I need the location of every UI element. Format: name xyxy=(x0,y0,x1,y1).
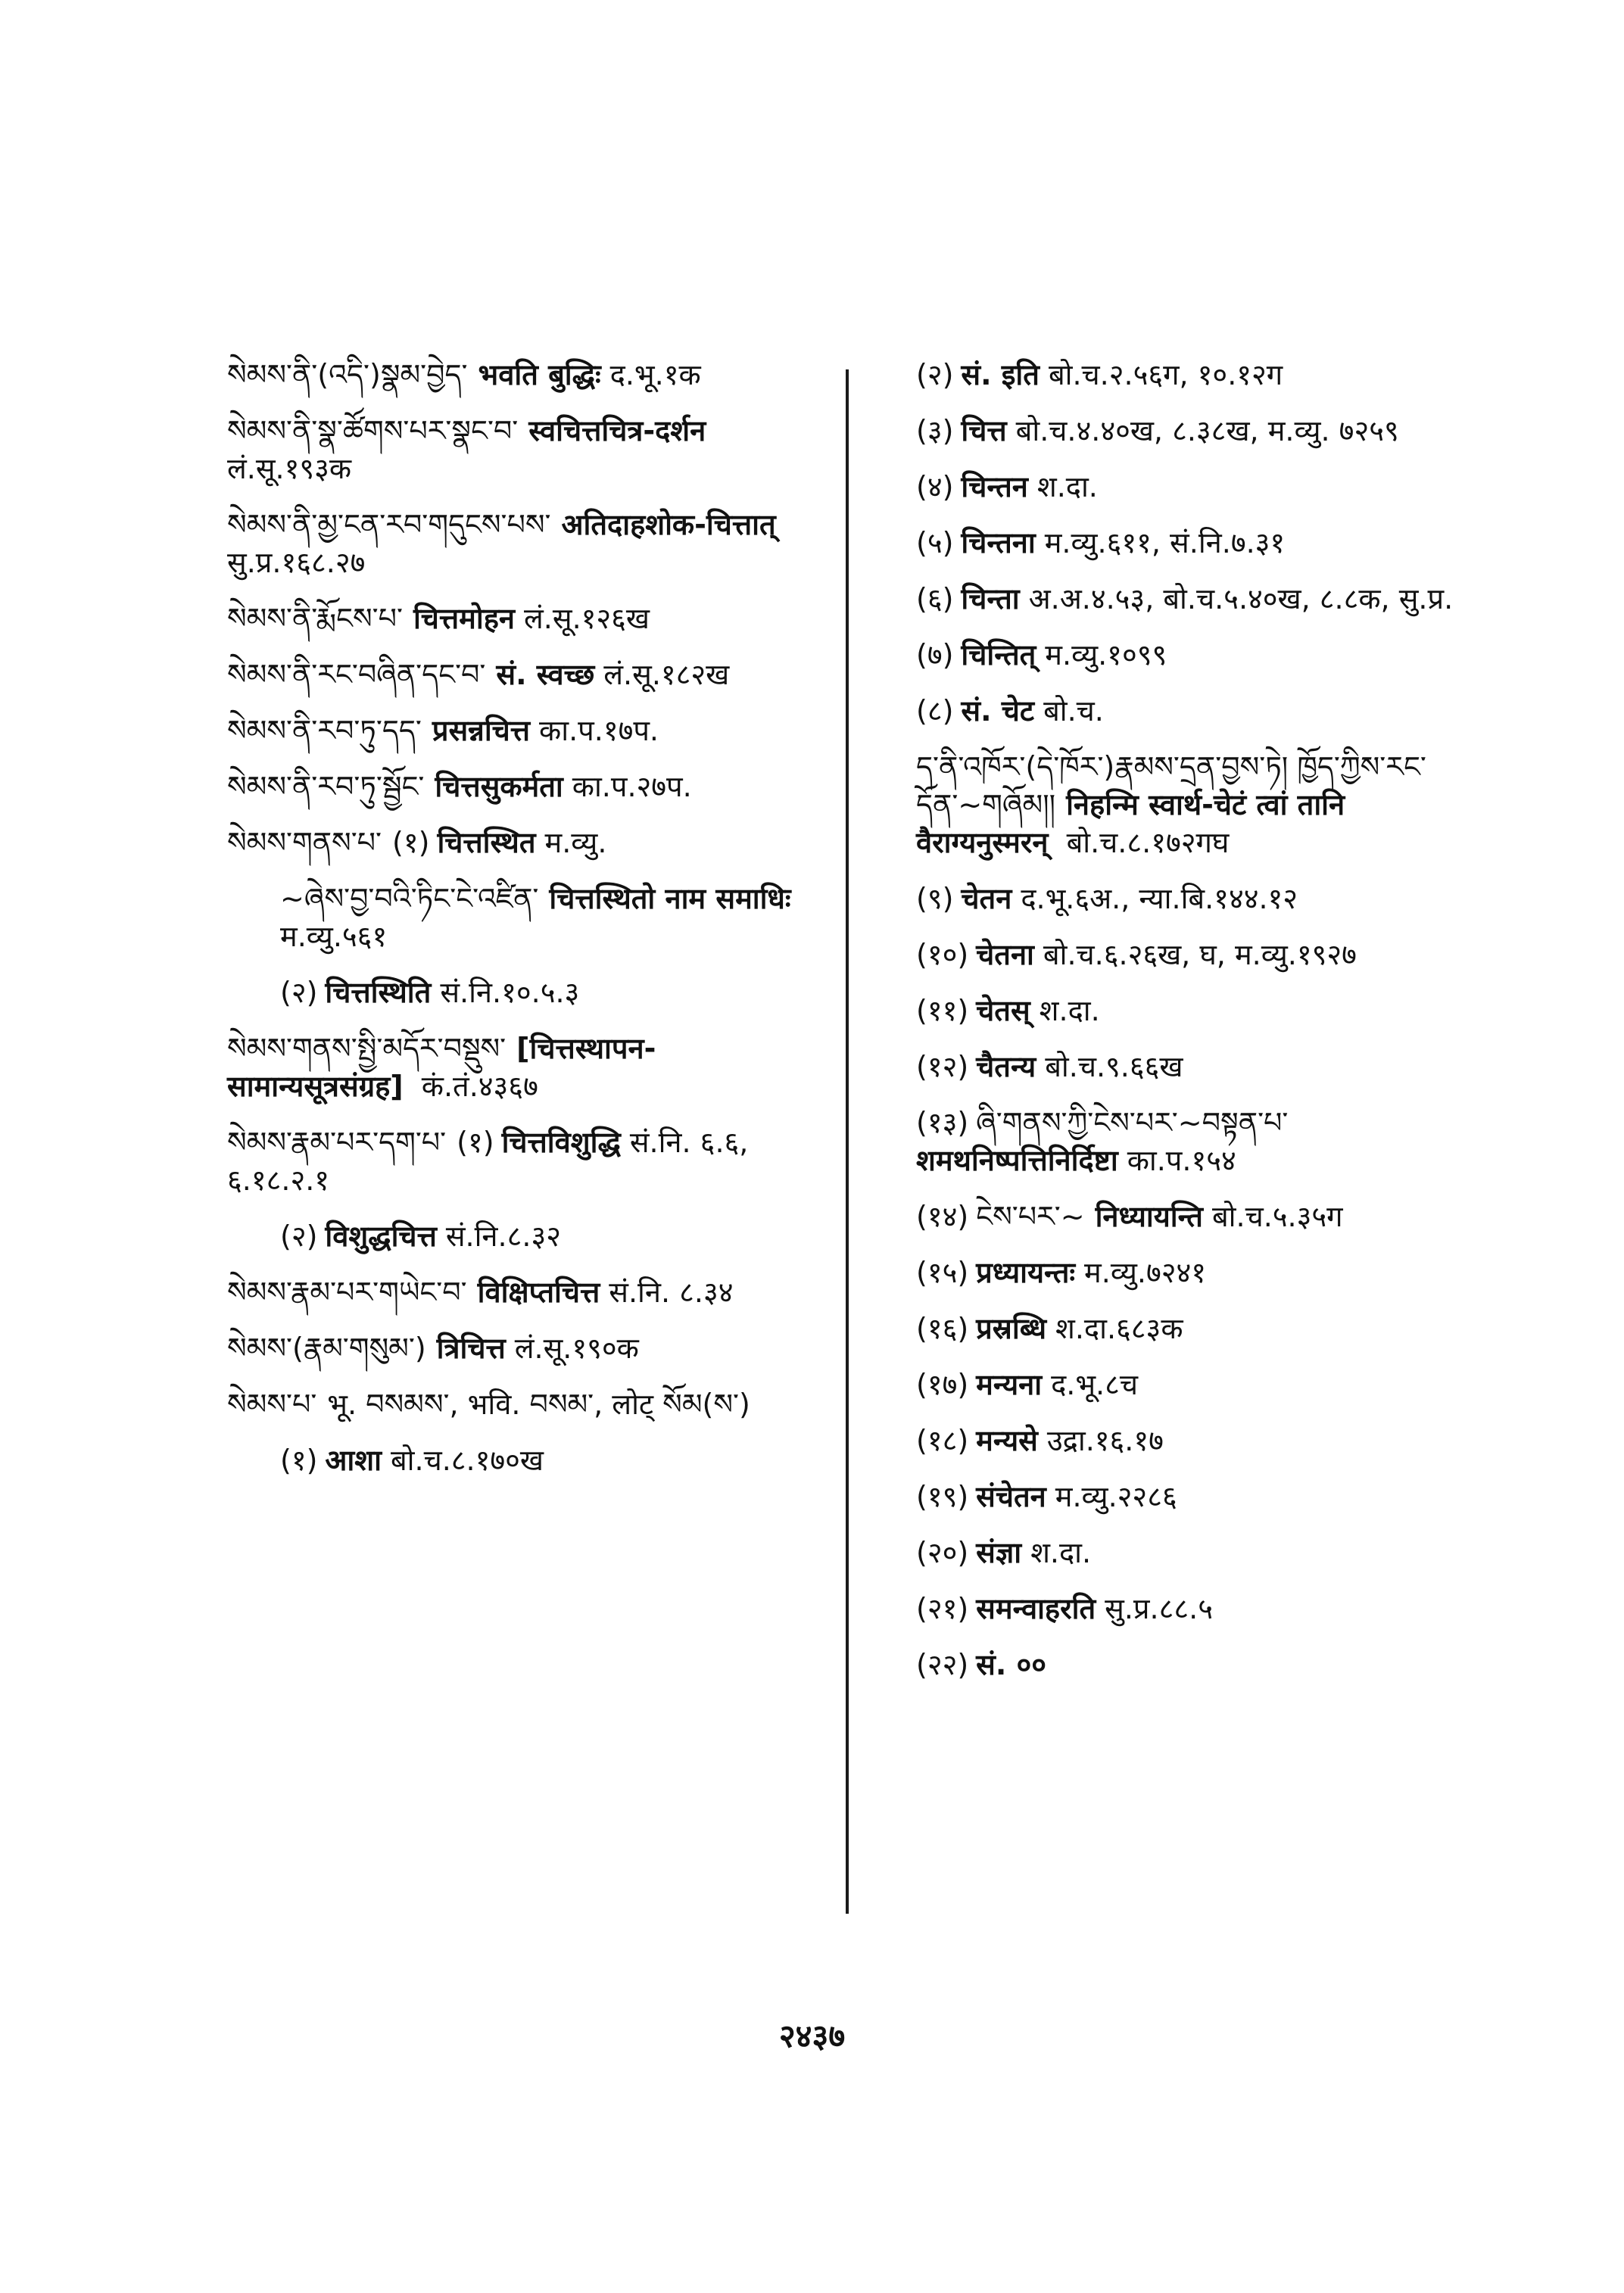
tibetan-term: སེམས་རྣམ་པར་གཡེང་བ་ xyxy=(227,1276,467,1309)
reference: द.भू.८च xyxy=(1051,1368,1139,1401)
sense-number: (८) xyxy=(916,694,954,727)
entry xyxy=(916,524,1461,562)
entry xyxy=(916,580,1461,618)
tibetan-term: སེམས་ནི་རབ་ཏུ་དད་ xyxy=(227,714,422,747)
sense-number: (२०) xyxy=(916,1536,969,1569)
reference: सं.नि. ६.६, ६.१८.२.१ xyxy=(227,1126,749,1197)
reference: बो.च.५.३५ग xyxy=(1211,1200,1343,1233)
sanskrit-term: चित्तसुकर्मता xyxy=(435,770,563,803)
reference: द.भू.१क xyxy=(609,358,701,391)
sense-number: (४) xyxy=(916,470,954,503)
entry xyxy=(227,974,825,1011)
sanskrit-term: अतिदाहशोक-चित्तात् xyxy=(561,508,776,541)
entry xyxy=(916,1198,1461,1235)
sanskrit-term: चिन्तन xyxy=(961,470,1028,503)
sanskrit-term: चिन्ता xyxy=(961,582,1020,615)
sanskrit-term: चित्तविशुद्धि xyxy=(501,1126,621,1159)
sanskrit-term: त्रिचित्त xyxy=(436,1332,506,1365)
reference: लं.सू.१९०क xyxy=(514,1332,639,1365)
entry xyxy=(916,1310,1461,1347)
reference: म.व्यु.७२४१ xyxy=(1084,1256,1207,1289)
sanskrit-term: प्रस्रब्धि xyxy=(976,1312,1047,1345)
sense-number: (२) xyxy=(280,976,318,1009)
entry xyxy=(916,356,1461,394)
sense-number: (२२) xyxy=(916,1648,969,1681)
tibetan-term: སེམས་ནི་རྨོངས་པ་ xyxy=(227,602,403,635)
entry xyxy=(916,880,1461,918)
entry xyxy=(916,748,1461,861)
entry xyxy=(227,356,825,394)
sanskrit-term: चेतस् xyxy=(976,994,1030,1027)
entry xyxy=(227,1441,825,1479)
reference: म.व्यु.२२८६ xyxy=(1055,1480,1177,1513)
reference: का.प.२७प. xyxy=(572,770,692,803)
entry xyxy=(227,412,825,488)
tibetan-term: སེམས་ནི་མྱ་ངན་རབ་གདུངས་པས་ xyxy=(227,508,551,541)
entry xyxy=(916,1478,1461,1516)
sense-number: (१३) xyxy=(916,1106,969,1139)
reference: म.व्यु.६११, सं.नि.७.३१ xyxy=(1044,526,1286,559)
reference: सु.प्र.१६८.२७ xyxy=(227,546,366,579)
sense-number: (३) xyxy=(916,414,954,447)
entry xyxy=(916,1048,1461,1086)
sanskrit-term: शमथनिष्पत्तिनिर्दिष्टा xyxy=(916,1144,1118,1177)
tibetan-term: ངེས་པར་~ xyxy=(976,1200,1085,1233)
entry xyxy=(916,1104,1461,1179)
entry xyxy=(227,1217,825,1255)
sanskrit-term: चिन्तित् xyxy=(961,638,1036,671)
reference: लं.सू.१८२ख xyxy=(603,658,730,691)
entry xyxy=(227,1123,825,1199)
sanskrit-term: चैतन्य xyxy=(976,1050,1036,1083)
entry xyxy=(227,656,825,693)
sanskrit-term: संज्ञा xyxy=(976,1536,1022,1569)
sense-number: (१०) xyxy=(916,938,969,971)
reference: श.दा.६८३क xyxy=(1055,1312,1183,1345)
sense-number: (१) xyxy=(280,1444,318,1477)
page-number: २४३७ xyxy=(778,2017,846,2055)
entry xyxy=(916,1534,1461,1572)
sanskrit-term: संचेतन xyxy=(976,1480,1046,1513)
sense-number: (१२) xyxy=(916,1050,969,1083)
tibetan-term: སེམས་པ་ xyxy=(227,1388,317,1421)
reference: सु.प्र.८८.५ xyxy=(1105,1592,1213,1625)
reference: द.भू.६अ., न्या.बि.१४४.१२ xyxy=(1021,882,1298,915)
tibetan-term: སེམས་གནས་སྤྱི་མདོར་བསྡུས་ xyxy=(227,1032,507,1065)
sense-number: (१५) xyxy=(916,1256,969,1289)
sense-number: (१६) xyxy=(916,1312,969,1345)
reference: अ.अ.४.५३, बो.च.५.४०ख, ८.८क, सु.प्र. xyxy=(1028,582,1454,615)
reference: श.दा. xyxy=(1036,470,1098,503)
sanskrit-term: विक्षिप्तचित्त xyxy=(477,1276,600,1309)
entry xyxy=(916,1646,1461,1684)
entry xyxy=(227,1385,825,1423)
reference: म.व्यु.५६१ xyxy=(280,920,388,953)
sanskrit-term: निध्यायन्ति xyxy=(1095,1200,1203,1233)
sanskrit-term: मन्यसे xyxy=(976,1424,1038,1457)
sanskrit-term: चित्तस्थित xyxy=(437,826,536,859)
tibetan-term: སེམས་ནི་རབ་ཏུ་སྦྱོང་ xyxy=(227,770,425,803)
tibetan-term: སེམས་གནས་པ་ xyxy=(227,826,382,859)
grammar-note: भू. བསམས་, भवि. བསམ་, लोट् xyxy=(327,1388,654,1421)
entry xyxy=(227,768,825,805)
sanskrit-term: सं. चेट xyxy=(961,694,1035,727)
sanskrit-term: सं. ०० xyxy=(976,1648,1047,1681)
reference: बो.च.९.६६ख xyxy=(1045,1050,1183,1083)
sanskrit-term: प्रसन्नचित्त xyxy=(432,714,531,747)
entry xyxy=(916,936,1461,974)
entry xyxy=(227,880,825,955)
reference: बो.च.४.४०ख, ८.३८ख, म.व्यु. ७२५९ xyxy=(1015,414,1399,447)
reference: बो.च.८.१७२गघ xyxy=(1066,826,1230,859)
tibetan-term: སེམས་ནི་སྣ་ཚོགས་པར་སྣང་བ་ xyxy=(227,414,519,447)
sense-number: (१) xyxy=(392,826,430,859)
entry xyxy=(916,636,1461,674)
entry xyxy=(916,1366,1461,1404)
entry xyxy=(227,1329,825,1367)
reference: सं.नि. ८.३४ xyxy=(609,1276,734,1309)
entry xyxy=(916,992,1461,1030)
reference: श.दा. xyxy=(1039,994,1100,1027)
sanskrit-verse: निहन्मि स्वार्थ-चेटं त्वां तानि वैराग्यनुस्मरन् xyxy=(916,788,1345,859)
sense-number: (१) xyxy=(457,1126,494,1159)
reference: म.व्यु.१०९९ xyxy=(1045,638,1167,671)
tibetan-term: སེམས་ནི་རང་བཞིན་དང་བ་ xyxy=(227,658,486,691)
sense-number: (१७) xyxy=(916,1368,969,1401)
reference: उद्रा.१६.१७ xyxy=(1046,1424,1164,1457)
reference: श.दा. xyxy=(1030,1536,1092,1569)
sanskrit-term: चिन्तना xyxy=(961,526,1036,559)
sanskrit-term: चेतना xyxy=(976,938,1034,971)
reference: म.व्यु. xyxy=(544,826,607,859)
sanskrit-term: समन्वाहरति xyxy=(976,1592,1096,1625)
left-column xyxy=(227,356,825,1497)
reference: लं.सू.१९३क xyxy=(227,452,352,485)
sanskrit-term: [चित्तस्थापन-सामान्यसूत्रसंग्रह] xyxy=(227,1032,656,1103)
sense-number: (९) xyxy=(916,882,954,915)
sanskrit-term: चित्तस्थिति xyxy=(325,976,432,1009)
tibetan-term: སེམས་རྣམ་པར་དག་པ་ xyxy=(227,1126,447,1159)
entry xyxy=(916,1254,1461,1291)
sanskrit-term: मन्यना xyxy=(976,1368,1043,1401)
entry xyxy=(227,1030,825,1105)
sanskrit-term: आशा xyxy=(325,1444,382,1477)
reference: སོམ(ས་) xyxy=(662,1388,750,1421)
reference: बो.च.२.५६ग, १०.१२ग xyxy=(1048,358,1283,391)
sanskrit-term: भवति बुद्धिः xyxy=(478,358,601,391)
sense-number: (७) xyxy=(916,638,954,671)
reference: सं.नि.८.३२ xyxy=(445,1220,561,1253)
column-divider xyxy=(846,369,849,1914)
reference: बो.च. xyxy=(1043,694,1104,727)
entry xyxy=(227,824,825,861)
entry xyxy=(227,712,825,749)
tibetan-term: ཞི་གནས་ཀྱི་ངེས་པར་~བསྟན་པ་ xyxy=(976,1106,1289,1139)
entry xyxy=(227,600,825,637)
sense-number: (१४) xyxy=(916,1200,969,1233)
entry xyxy=(916,468,1461,506)
sanskrit-term: चित्तमोहन xyxy=(413,602,516,635)
right-column xyxy=(916,356,1461,1702)
sense-number: (१९) xyxy=(916,1480,969,1513)
sense-number: (२१) xyxy=(916,1592,969,1625)
sanskrit-term: सं. इति xyxy=(961,358,1040,391)
reference: कं.तं.४३६७ xyxy=(421,1070,538,1103)
sense-number: (५) xyxy=(916,526,954,559)
sense-number: (६) xyxy=(916,582,954,615)
sanskrit-term: चित्तस्थितो नाम समाधिः xyxy=(549,882,791,915)
tibetan-term: སེམས་ནི་(འདི་)སྣམ་བྱེད་ xyxy=(227,358,468,391)
sense-number: (२) xyxy=(280,1220,318,1253)
sense-number: (१८) xyxy=(916,1424,969,1457)
sanskrit-term: प्रध्यायन्तः xyxy=(976,1256,1076,1289)
entry xyxy=(227,506,825,581)
sanskrit-term: चित्त xyxy=(961,414,1007,447)
reference: लं.सू.१२६ख xyxy=(524,602,650,635)
sanskrit-term: सं. स्वच्छ xyxy=(496,658,595,691)
entry xyxy=(916,1422,1461,1460)
reference: का.प.१७प. xyxy=(539,714,659,747)
reference: का.प.१५४ xyxy=(1127,1144,1236,1177)
entry xyxy=(227,1273,825,1311)
reference: बो.च.८.१७०ख xyxy=(390,1444,544,1477)
tibetan-subterm: ~ཞེས་བྱ་བའི་ཏིང་ངེ་འཛིན་ xyxy=(280,882,539,915)
sanskrit-term: स्वचित्तचित्र-दर्शन xyxy=(528,414,706,447)
sense-number: (११) xyxy=(916,994,969,1027)
reference: सं.नि.१०.५.३ xyxy=(440,976,580,1009)
sense-number: (२) xyxy=(916,358,954,391)
sanskrit-term: विशुद्धचित्त xyxy=(325,1220,437,1253)
entry xyxy=(916,412,1461,450)
reference: बो.च.६.२६ख, घ, म.व्यु.१९२७ xyxy=(1043,938,1357,971)
entry xyxy=(916,692,1461,730)
sanskrit-term: चेतन xyxy=(961,882,1012,915)
tibetan-verse: ད་ནི་འཁོར་(དེ་ཁོར་)རྣམས་དྲན་བྱས་ཏེ། ཁྱོད་ཀྱིས་རང་དོན་~གཞོམ།། xyxy=(916,750,1426,821)
tibetan-term: སེམས་(རྣམ་གསུམ་) xyxy=(227,1332,426,1365)
entry xyxy=(916,1590,1461,1628)
